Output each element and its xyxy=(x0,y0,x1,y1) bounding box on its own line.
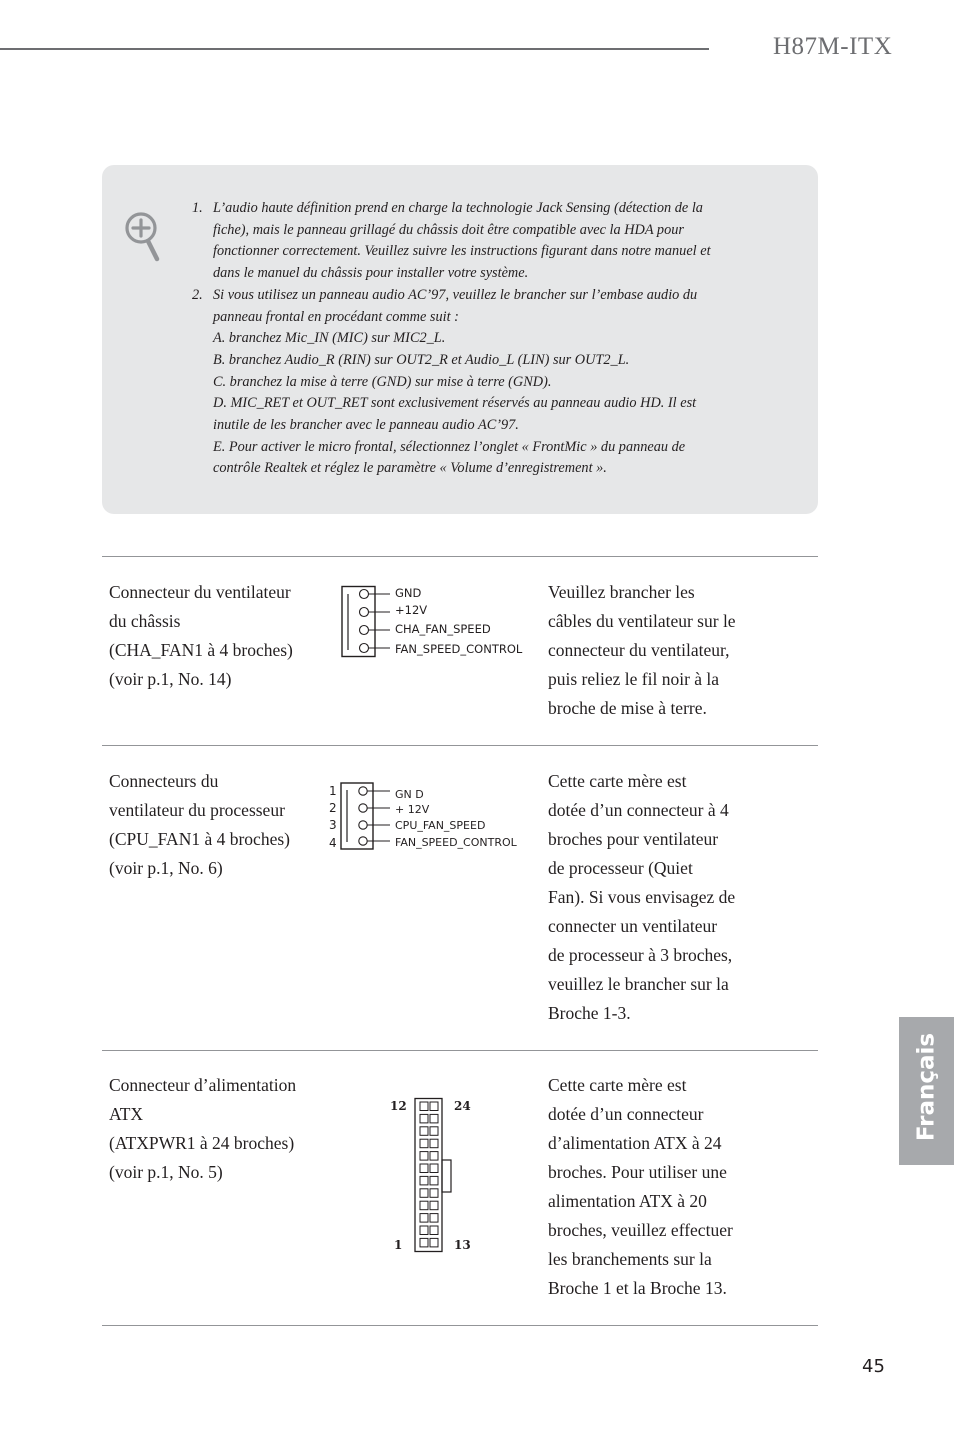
desc-line: Connecteurs du xyxy=(109,771,219,791)
cpu-fan-description xyxy=(109,767,334,883)
note-line: D. MIC_RET et OUT_RET sont exclusivement réservés au panneau audio HD. Il est xyxy=(213,395,697,412)
atx-pin xyxy=(420,1139,428,1148)
atx-pin-diagram xyxy=(385,1092,480,1257)
pin-label: 24 xyxy=(454,1099,471,1113)
atx-pin xyxy=(430,1164,438,1173)
inst-line: connecter un ventilateur xyxy=(548,916,718,936)
atx-pin-grid xyxy=(420,1102,438,1247)
atx-pin xyxy=(430,1201,438,1210)
cha-fan-pin-diagram xyxy=(338,582,543,662)
section-divider xyxy=(102,556,818,557)
inst-line: Fan). Si vous envisagez de xyxy=(548,887,736,907)
inst-line: d’alimentation ATX à 24 xyxy=(548,1133,722,1153)
note-line: B. branchez Audio_R (RIN) sur OUT2_R et Audio_L (LIN) sur OUT2_L. xyxy=(213,351,630,368)
atx-pin xyxy=(430,1176,438,1185)
desc-line: ATX xyxy=(109,1104,144,1124)
magnifier-plus-icon xyxy=(124,211,164,265)
cha-fan-instructions xyxy=(548,578,778,723)
desc-line: (CPU_FAN1 à 4 broches) xyxy=(109,829,290,849)
pin-label: GND xyxy=(395,586,422,600)
inst-line: dotée d’un connecteur à 4 xyxy=(548,800,729,820)
pin-label: GN D xyxy=(395,788,424,801)
atx-pin xyxy=(420,1114,428,1123)
inst-line: Cette carte mère est xyxy=(548,1075,687,1095)
note-item xyxy=(192,198,752,285)
atx-pin xyxy=(430,1152,438,1161)
note-line: fonctionner correctement. Veuillez suivre les instructions figurant dans notre manuel et xyxy=(213,243,711,260)
inst-line: de processeur à 3 broches, xyxy=(548,945,733,965)
pin-label: + 12V xyxy=(395,803,430,816)
page-number: 45 xyxy=(862,1356,885,1377)
atx-pin xyxy=(420,1201,428,1210)
cpu-fan-instructions xyxy=(548,767,778,1028)
inst-line: câbles du ventilateur sur le xyxy=(548,611,736,631)
note-line: panneau frontal en procédant comme suit : xyxy=(213,308,459,325)
inst-line: Broche 1 et la Broche 13. xyxy=(548,1278,727,1298)
atx-pin xyxy=(430,1127,438,1136)
note-line: Si vous utilisez un panneau audio AC’97, veuillez le brancher sur l’embase audio du xyxy=(213,286,698,303)
section-divider xyxy=(102,1050,818,1051)
atx-pin xyxy=(420,1127,428,1136)
note-line: E. Pour activer le micro frontal, sélectionnez l’onglet « FrontMic » du panneau de xyxy=(213,438,686,455)
note-line: A. branchez Mic_IN (MIC) sur MIC2_L. xyxy=(213,330,446,347)
note-list xyxy=(192,198,752,480)
inst-line: veuillez le brancher sur la xyxy=(548,974,729,994)
inst-line: connecteur du ventilateur, xyxy=(548,640,730,660)
desc-line: (voir p.1, No. 6) xyxy=(109,858,223,878)
inst-line: dotée d’un connecteur xyxy=(548,1104,704,1124)
pin-label: +12V xyxy=(395,603,428,617)
pin-label: 1 xyxy=(394,1238,403,1252)
note-item-number: 1. xyxy=(192,200,203,216)
language-tab xyxy=(899,1017,954,1165)
atx-pin xyxy=(430,1114,438,1123)
note-line: C. branchez la mise à terre (GND) sur mise à terre (GND). xyxy=(213,373,552,390)
inst-line: alimentation ATX à 20 xyxy=(548,1191,707,1211)
atx-pin xyxy=(420,1189,428,1198)
note-line: contrôle Realtek et réglez le paramètre « Volume d’enregistrement ». xyxy=(213,460,607,477)
pin-label: 12 xyxy=(390,1099,407,1113)
pin-label: CHA_FAN_SPEED xyxy=(395,622,491,636)
pin-number: 1 xyxy=(329,784,337,798)
desc-line: ventilateur du processeur xyxy=(109,800,285,820)
note-item-number: 2. xyxy=(192,286,203,303)
pin-label: FAN_SPEED_CONTROL xyxy=(395,836,517,849)
inst-line: Broche 1-3. xyxy=(548,1003,631,1023)
section-divider xyxy=(102,1325,818,1326)
inst-line: broche de mise à terre. xyxy=(548,698,707,718)
pin-label: FAN_SPEED_CONTROL xyxy=(395,642,523,656)
inst-line: broches, veuillez effectuer xyxy=(548,1220,733,1240)
desc-line: (voir p.1, No. 14) xyxy=(109,669,232,689)
atx-pin xyxy=(420,1152,428,1161)
pin-number: 2 xyxy=(329,801,337,815)
inst-line: Cette carte mère est xyxy=(548,771,687,791)
inst-line: puis reliez le fil noir à la xyxy=(548,669,720,689)
desc-line: du châssis xyxy=(109,611,181,631)
atx-pin xyxy=(420,1226,428,1235)
desc-line: (CHA_FAN1 à 4 broches) xyxy=(109,640,293,660)
note-line: inutile de les brancher avec le panneau audio AC’97. xyxy=(213,417,519,434)
inst-line: broches. Pour utiliser une xyxy=(548,1162,727,1182)
desc-line: (voir p.1, No. 5) xyxy=(109,1162,223,1182)
pin-number: 3 xyxy=(329,818,337,832)
note-item xyxy=(192,285,752,480)
atx-pin xyxy=(430,1102,438,1111)
pin-label: 13 xyxy=(454,1238,471,1252)
atx-pin xyxy=(420,1214,428,1223)
atx-pin xyxy=(430,1139,438,1148)
inst-line: Veuillez brancher les xyxy=(548,582,695,602)
section-divider xyxy=(102,745,818,746)
atx-pin xyxy=(430,1238,438,1247)
header-rule xyxy=(0,48,709,50)
atx-pin xyxy=(420,1164,428,1173)
atx-pin xyxy=(430,1189,438,1198)
atx-instructions xyxy=(548,1071,778,1303)
desc-line: Connecteur d’alimentation xyxy=(109,1075,297,1095)
cpu-fan-pin-diagram xyxy=(325,780,535,855)
desc-line: (ATXPWR1 à 24 broches) xyxy=(109,1133,295,1153)
atx-pin xyxy=(430,1226,438,1235)
cha-fan-description xyxy=(109,578,334,694)
inst-line: broches pour ventilateur xyxy=(548,829,719,849)
atx-pin xyxy=(430,1214,438,1223)
model-name: H87M-ITX xyxy=(773,33,893,60)
atx-pin xyxy=(420,1176,428,1185)
pin-number: 4 xyxy=(329,836,337,850)
inst-line: de processeur (Quiet xyxy=(548,858,693,878)
inst-line: les branchements sur la xyxy=(548,1249,712,1269)
note-line: fiche), mais le panneau grillagé du châssis doit être compatible avec la HDA pour xyxy=(213,221,684,238)
language-tab-label: Français xyxy=(913,1032,940,1142)
desc-line: Connecteur du ventilateur xyxy=(109,582,291,602)
atx-pin xyxy=(420,1102,428,1111)
note-line: L’audio haute définition prend en charge la technologie Jack Sensing (détection de la xyxy=(213,200,703,216)
atx-description xyxy=(109,1071,334,1187)
note-line: dans le manuel du châssis pour installer votre système. xyxy=(213,265,529,282)
pin-label: CPU_FAN_SPEED xyxy=(395,819,486,832)
atx-pin xyxy=(420,1238,428,1247)
